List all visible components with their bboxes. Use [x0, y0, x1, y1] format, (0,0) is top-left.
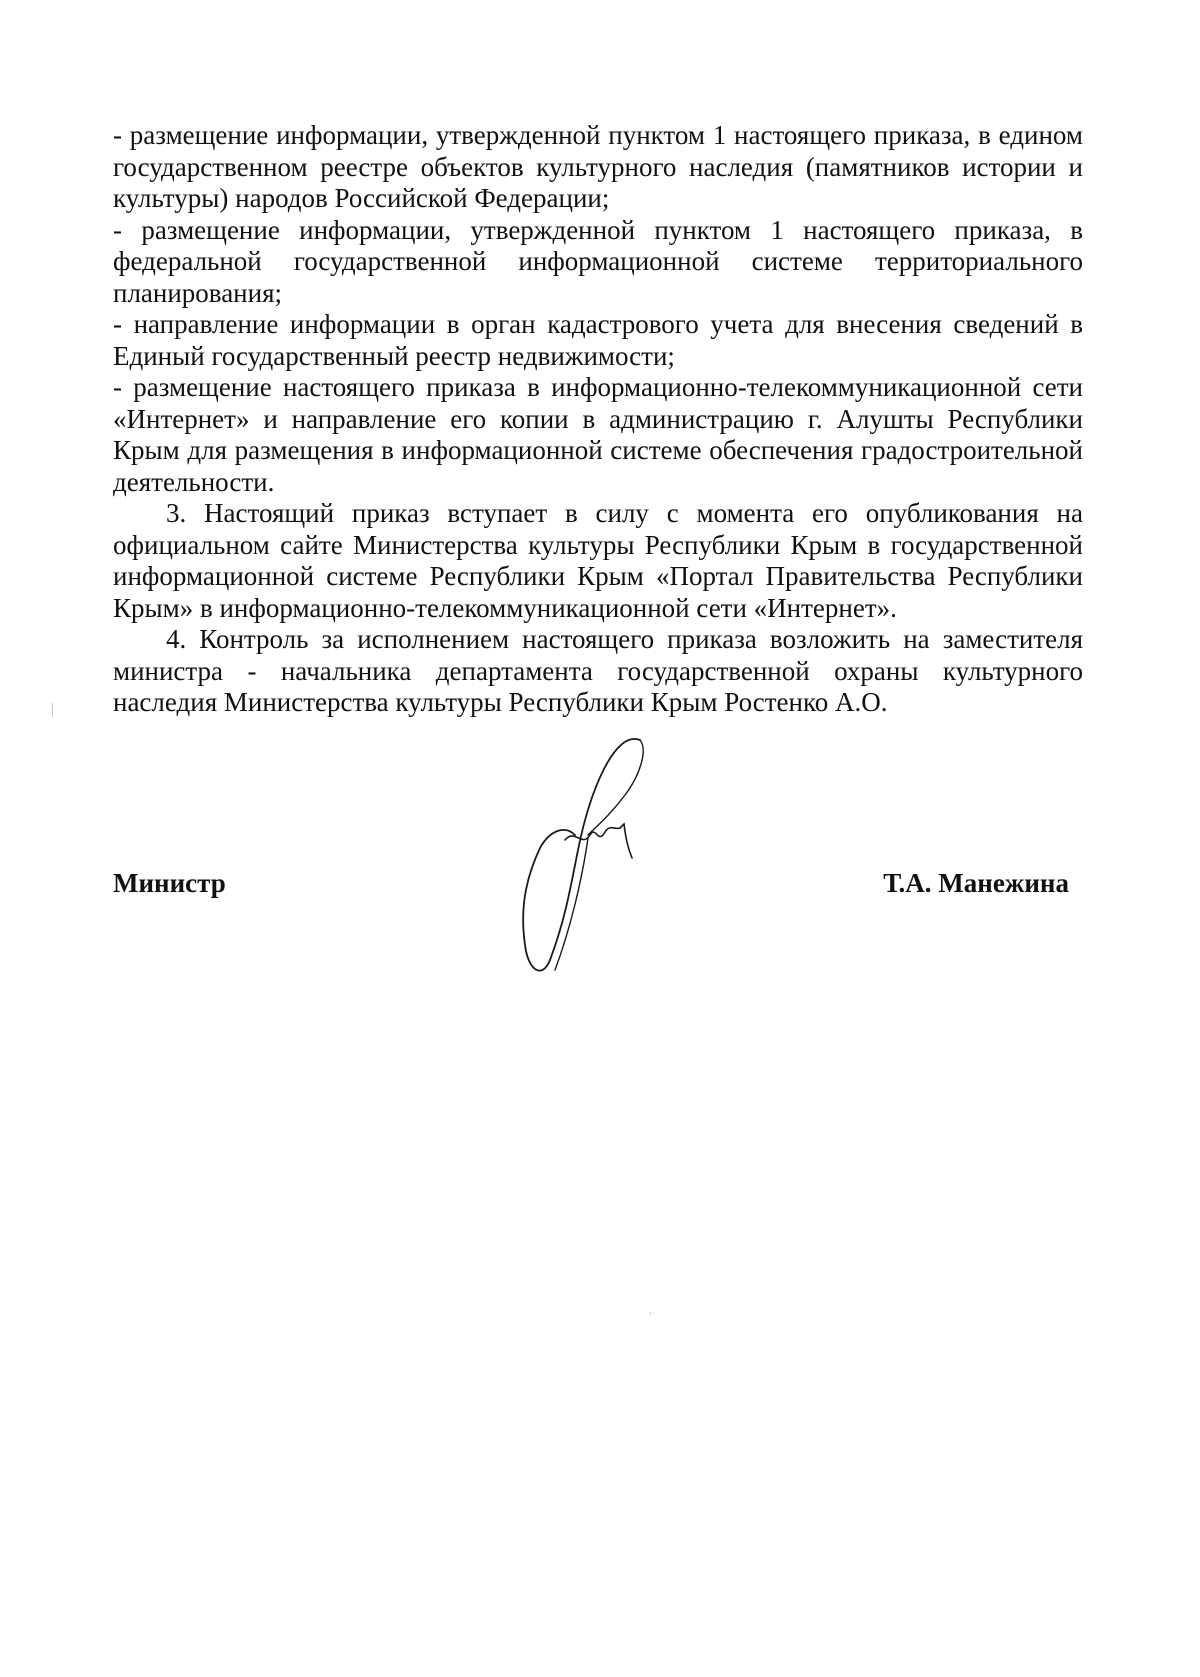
paragraph-item-publication-registry: - размещение информации, утвержденной пунктом 1 настоящего приказа, в едином государственном реестре объектов культурного наследия (памятников истории и культуры) народов Российской Федерации;	[113, 120, 1083, 213]
handwritten-signature	[520, 730, 690, 1000]
paragraph-item-internet-publication: - размещение настоящего приказа в информационно-телекоммуникационной сети «Интернет» и направление его копии в администрацию г. Алушты Республики Крым для размещения в информационной системе обеспечения градостроительной деятельности.	[113, 372, 1083, 497]
signatory-name: Т.А. Манежина	[883, 868, 1069, 898]
margin-mark	[52, 703, 53, 717]
paragraph-item-point-3: 3. Настоящий приказ вступает в силу с момента его опубликования на официальном сайте Министерства культуры Республики Крым в государственной информационной системе Республики Крым «Портал Правительства Республики Крым» в информационно-телекоммуникационной сети «Интернет».	[113, 498, 1083, 623]
scan-speck	[650, 1312, 651, 1315]
paragraph-item-cadastral-direction: - направление информации в орган кадастрового учета для внесения сведений в Единый государственный реестр недвижимости;	[113, 309, 1083, 371]
paragraph-item-point-4: 4. Контроль за исполнением настоящего приказа возложить на заместителя министра - начальника департамента государственной охраны культурного наследия Министерства культуры Республики Крым Ростенко А.О.	[113, 624, 1083, 717]
document-body	[113, 120, 1083, 719]
paragraph-item-publication-planning-system: - размещение информации, утвержденной пунктом 1 настоящего приказа, в федеральной государственной информационной системе территориального планирования;	[113, 214, 1083, 308]
signatory-title: Министр	[113, 868, 226, 898]
